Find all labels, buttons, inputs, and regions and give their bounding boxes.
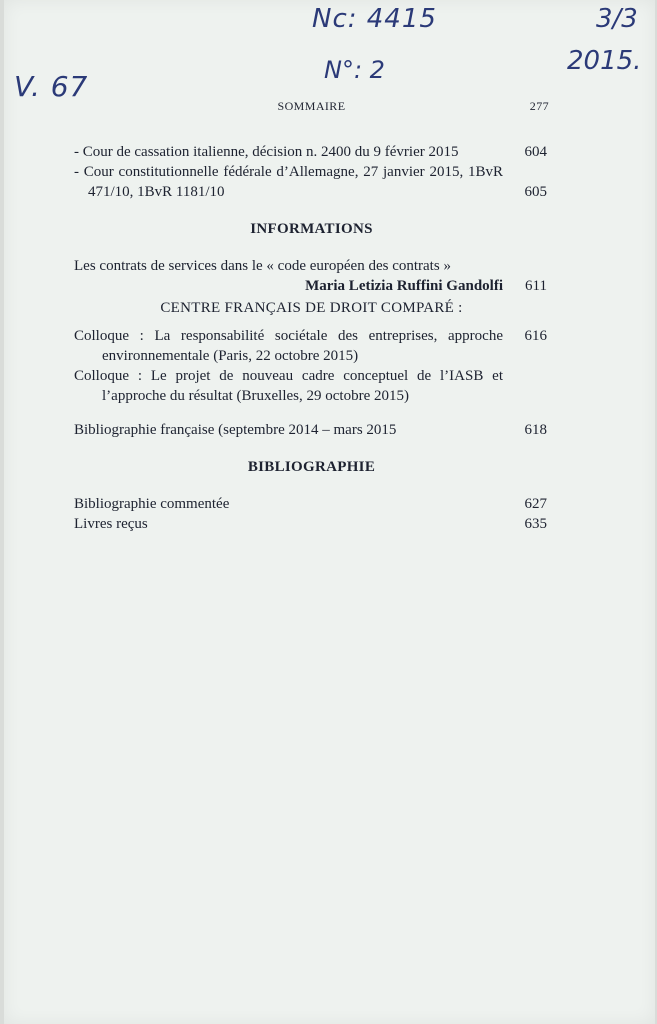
toc-entry-page: 604 [524, 144, 547, 160]
toc-entry-text: Bibliographie française (septembre 2014 – mars 2015 [74, 422, 397, 438]
handwritten-volume-annotation: V. 67 [14, 70, 89, 103]
document-page [4, 0, 655, 1024]
toc-entry-colloque-iasb [74, 366, 549, 406]
toc-entry-text: - Cour de cassation italienne, décision n. 2400 du 9 février 2015 [74, 144, 459, 160]
toc-entry-author: Maria Letizia Ruffini Gandolfi [305, 278, 503, 294]
header-page-number: 277 [529, 99, 549, 113]
toc-entry-text: Les contrats de services dans le « code européen des contrats » [74, 258, 451, 274]
toc-entry-page: 618 [524, 422, 547, 438]
toc-entry-cour-constitutionnelle [74, 162, 549, 202]
handwritten-number-annotation: N°: 2 [324, 56, 385, 84]
toc-entry-bibliographie-commentee [74, 494, 549, 514]
toc-entry-page: 616 [524, 328, 547, 344]
toc-entry-text: Bibliographie commentée [74, 496, 230, 512]
section-heading-informations: INFORMATIONS [250, 221, 373, 237]
toc-entry-text: - Cour constitutionnelle fédérale d’Allemagne, 27 janvier 2015, 1BvR 471/10, 1BvR 1181/10 [74, 164, 503, 200]
table-of-contents [74, 142, 549, 534]
toc-entry-contrats-services [74, 256, 549, 296]
toc-entry-cassation [74, 142, 549, 162]
toc-entry-livres-recus [74, 514, 549, 534]
header-title: SOMMAIRE [277, 99, 346, 113]
toc-entry-text: Livres reçus [74, 516, 148, 532]
toc-entry-colloque-responsabilite [74, 326, 549, 366]
handwritten-year-annotation: 2015. [567, 46, 642, 76]
handwritten-fraction-annotation: 3/3 [596, 4, 638, 34]
toc-entry-page: 627 [524, 496, 547, 512]
subsection-heading-centre: CENTRE FRANÇAIS DE DROIT COMPARÉ : [160, 300, 463, 316]
section-heading-bibliographie: BIBLIOGRAPHIE [247, 459, 376, 475]
handwritten-nc-annotation: Nc: 4415 [312, 4, 437, 34]
toc-entry-text: Colloque : Le projet de nouveau cadre conceptuel de l’IASB et l’approche du résultat (Bruxelles, 29 octobre 2015) [74, 368, 503, 404]
toc-entry-page: 611 [525, 278, 547, 294]
toc-entry-page: 605 [524, 184, 547, 200]
toc-entry-bibliographie-francaise [74, 420, 549, 440]
toc-entry-text: Colloque : La responsabilité sociétale des entreprises, approche environnementale (Paris, 22 octobre 2015) [74, 328, 503, 364]
toc-entry-page: 635 [524, 516, 547, 532]
